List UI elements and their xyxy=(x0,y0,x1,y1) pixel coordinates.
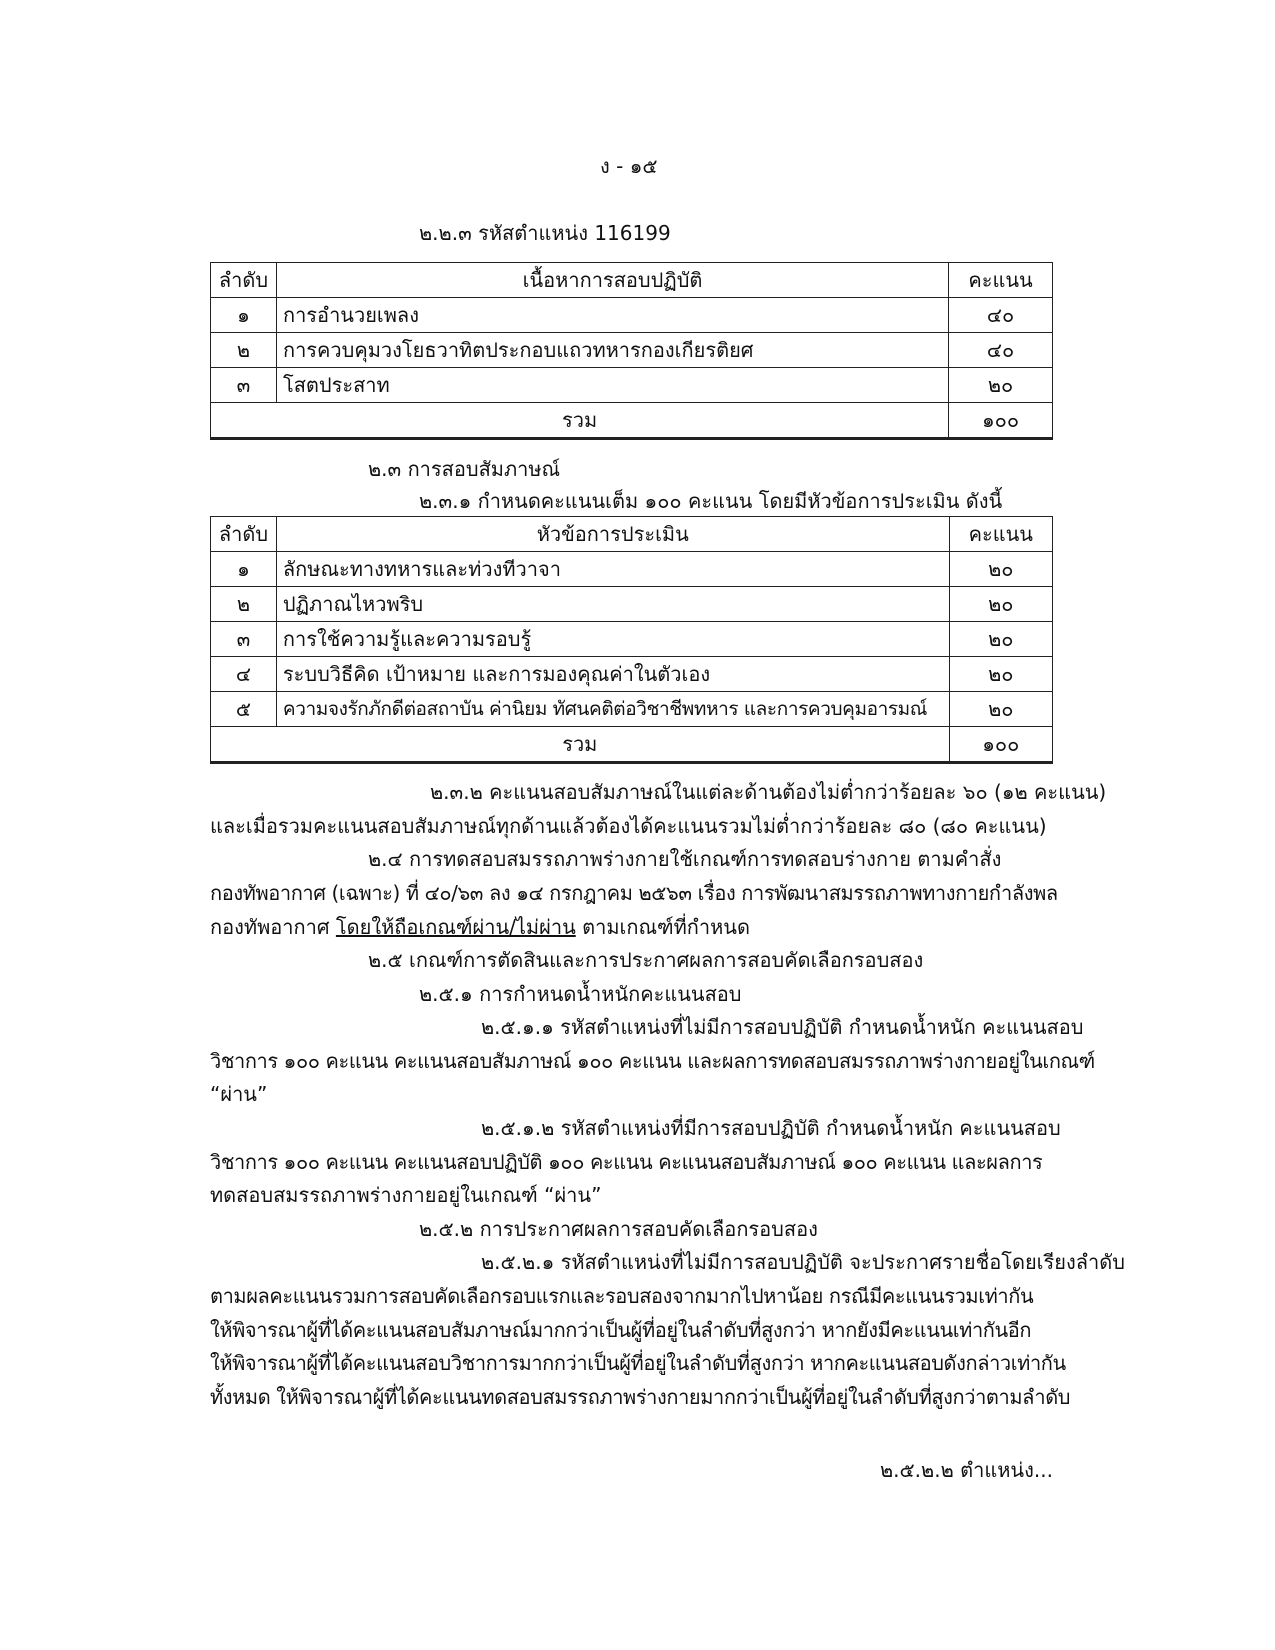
header-score: คะแนน xyxy=(949,517,1052,552)
table-row xyxy=(211,622,1053,657)
row-no: ๒ xyxy=(211,587,277,622)
total-label: รวม xyxy=(211,403,949,439)
table-header-row xyxy=(211,263,1053,298)
practical-exam-table xyxy=(210,262,1053,440)
continuation-marker: ๒.๕.๒.๒ ตำแหน่ง... xyxy=(880,1458,1053,1482)
header-no: ลำดับ xyxy=(211,263,277,298)
row-score: ๒๐ xyxy=(949,587,1052,622)
row-item: โสตประสาท xyxy=(276,368,948,403)
row-score: ๒๐ xyxy=(949,368,1053,403)
para-24-line2: กองทัพอากาศ (เฉพาะ) ที่ ๔๐/๖๓ ลง ๑๔ กรกฎาคม ๒๕๖๓ เรื่อง การพัฒนาสมรรถภาพทางกายกำลังพล xyxy=(210,881,1058,905)
para-2512-line2: วิชาการ ๑๐๐ คะแนน คะแนนสอบปฏิบัติ ๑๐๐ คะแนน คะแนนสอบสัมภาษณ์ ๑๐๐ คะแนน และผลการ xyxy=(210,1150,1043,1174)
row-no: ๓ xyxy=(211,368,277,403)
para-2512-line1: ๒.๕.๑.๒ รหัสตำแหน่งที่มีการสอบปฏิบัติ กำหนดน้ำหนัก คะแนนสอบ xyxy=(481,1116,1061,1140)
row-no: ๑ xyxy=(211,552,277,587)
table-row xyxy=(211,692,1053,727)
page-number: ง - ๑๕ xyxy=(600,154,658,178)
row-no: ๒ xyxy=(211,333,277,368)
table-total-row xyxy=(211,403,1053,439)
header-topic: หัวข้อการประเมิน xyxy=(276,517,949,552)
row-item: การควบคุมวงโยธวาทิตประกอบแถวทหารกองเกียรติยศ xyxy=(276,333,948,368)
section-223-heading: ๒.๒.๓ รหัสตำแหน่ง 116199 xyxy=(419,221,671,245)
interview-table xyxy=(210,516,1053,764)
header-score: คะแนน xyxy=(949,263,1053,298)
row-item: การอำนวยเพลง xyxy=(276,298,948,333)
table-row xyxy=(211,587,1053,622)
para-2511-line1: ๒.๕.๑.๑ รหัสตำแหน่งที่ไม่มีการสอบปฏิบัติ กำหนดน้ำหนัก คะแนนสอบ xyxy=(481,1015,1084,1039)
para-24-line3 xyxy=(210,913,750,941)
para-232-line1: ๒.๓.๒ คะแนนสอบสัมภาษณ์ในแต่ละด้านต้องไม่ต่ำกว่าร้อยละ ๖๐ (๑๒ คะแนน) xyxy=(430,780,1107,804)
total-score: ๑๐๐ xyxy=(949,727,1052,763)
row-item: ความจงรักภักดีต่อสถาบัน ค่านิยม ทัศนคติต่อวิชาชีพทหาร และการควบคุมอารมณ์ xyxy=(276,692,949,727)
pass-fail-criteria: โดยให้ถือเกณฑ์ผ่าน/ไม่ผ่าน xyxy=(335,915,576,939)
table-row xyxy=(211,657,1053,692)
table-header-row xyxy=(211,517,1053,552)
para-2511-line2: วิชาการ ๑๐๐ คะแนน คะแนนสอบสัมภาษณ์ ๑๐๐ คะแนน และผลการทดสอบสมรรถภาพร่างกายอยู่ในเกณฑ์ xyxy=(210,1049,1095,1073)
row-no: ๑ xyxy=(211,298,277,333)
section-231-text: ๒.๓.๑ กำหนดคะแนนเต็ม ๑๐๐ คะแนน โดยมีหัวข้อการประเมิน ดังนี้ xyxy=(419,489,1003,513)
header-content: เนื้อหาการสอบปฏิบัติ xyxy=(276,263,948,298)
row-score: ๔๐ xyxy=(949,333,1053,368)
header-no: ลำดับ xyxy=(211,517,277,552)
row-no: ๓ xyxy=(211,622,277,657)
total-label: รวม xyxy=(211,727,950,763)
para-2521-line1: ๒.๕.๒.๑ รหัสตำแหน่งที่ไม่มีการสอบปฏิบัติ จะประกาศรายชื่อโดยเรียงลำดับ xyxy=(481,1250,1125,1274)
para-24-line3-start: กองทัพอากาศ xyxy=(210,915,330,939)
row-no: ๕ xyxy=(211,692,277,727)
row-item: ระบบวิธีคิด เป้าหมาย และการมองคุณค่าในตัวเอง xyxy=(276,657,949,692)
para-24-line3-end: ตามเกณฑ์ที่กำหนด xyxy=(582,915,750,939)
para-232-line2: และเมื่อรวมคะแนนสอบสัมภาษณ์ทุกด้านแล้วต้องได้คะแนนรวมไม่ต่ำกว่าร้อยละ ๘๐ (๘๐ คะแนน) xyxy=(210,814,1047,838)
para-2521-line2: ตามผลคะแนนรวมการสอบคัดเลือกรอบแรกและรอบสองจากมากไปหาน้อย กรณีมีคะแนนรวมเท่ากัน xyxy=(210,1284,1034,1308)
row-score: ๒๐ xyxy=(949,622,1052,657)
para-2511-line3: “ผ่าน” xyxy=(210,1082,268,1106)
table-row xyxy=(211,298,1053,333)
row-score: ๒๐ xyxy=(949,552,1052,587)
para-2521-line5: ทั้งหมด ให้พิจารณาผู้ที่ได้คะแนนทดสอบสมรรถภาพร่างกายมากกว่าเป็นผู้ที่อยู่ในลำดับที่สูงกว่าตามลำดับ xyxy=(210,1385,1071,1409)
para-2512-line3: ทดสอบสมรรถภาพร่างกายอยู่ในเกณฑ์ “ผ่าน” xyxy=(210,1183,602,1207)
table-total-row xyxy=(211,727,1053,763)
row-score: ๒๐ xyxy=(949,657,1052,692)
section-25-heading: ๒.๕ เกณฑ์การตัดสินและการประกาศผลการสอบคัดเลือกรอบสอง xyxy=(368,948,924,972)
para-2521-line3: ให้พิจารณาผู้ที่ได้คะแนนสอบสัมภาษณ์มากกว่าเป็นผู้ที่อยู่ในลำดับที่สูงกว่า หากยังมีคะแนนเท่ากันอีก xyxy=(210,1318,1032,1342)
total-score: ๑๐๐ xyxy=(949,403,1053,439)
row-score: ๔๐ xyxy=(949,298,1053,333)
para-24-line1: ๒.๔ การทดสอบสมรรถภาพร่างกายใช้เกณฑ์การทดสอบร่างกาย ตามคำสั่ง xyxy=(368,847,1002,871)
section-252-heading: ๒.๕.๒ การประกาศผลการสอบคัดเลือกรอบสอง xyxy=(419,1217,818,1241)
table-row xyxy=(211,333,1053,368)
section-23-heading: ๒.๓ การสอบสัมภาษณ์ xyxy=(368,457,561,481)
section-251-heading: ๒.๕.๑ การกำหนดน้ำหนักคะแนนสอบ xyxy=(419,982,742,1006)
row-score: ๒๐ xyxy=(949,692,1052,727)
row-item: ลักษณะทางทหารและท่วงทีวาจา xyxy=(276,552,949,587)
table-row xyxy=(211,368,1053,403)
row-no: ๔ xyxy=(211,657,277,692)
row-item: การใช้ความรู้และความรอบรู้ xyxy=(276,622,949,657)
para-2521-line4: ให้พิจารณาผู้ที่ได้คะแนนสอบวิชาการมากกว่าเป็นผู้ที่อยู่ในลำดับที่สูงกว่า หากคะแนนสอบดังกล่าวเท่ากัน xyxy=(210,1351,1066,1375)
table-row xyxy=(211,552,1053,587)
row-item: ปฏิภาณไหวพริบ xyxy=(276,587,949,622)
